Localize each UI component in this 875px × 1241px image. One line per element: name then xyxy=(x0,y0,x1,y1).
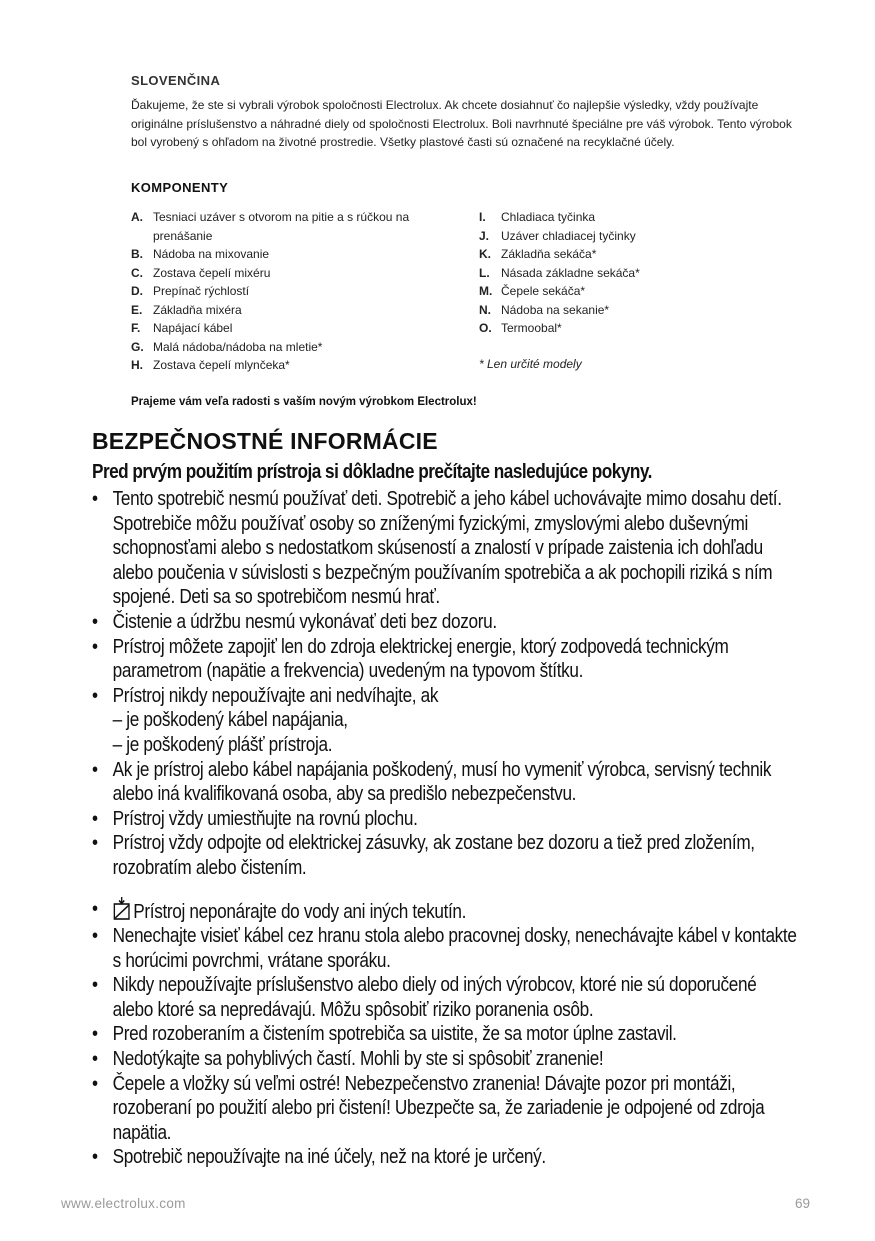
component-item xyxy=(131,319,451,338)
component-text: Uzáver chladiacej tyčinky xyxy=(501,228,636,243)
safety-item: • Pred rozoberaním a čistením spotrebiča sa uistite, že sa motor úplne zastavil. xyxy=(92,1022,797,1047)
closing-text: Prajeme vám veľa radosti s vaším novým výrobkom Electrolux! xyxy=(131,396,477,408)
water-item-text: Prístroj neponárajte do vody ani iných tekutín. xyxy=(133,900,467,923)
damage-sub-cable: – je poškodený kábel napájania, xyxy=(112,709,348,732)
safety-item: • Tento spotrebič nesmú používať deti. Spotrebič a jeho kábel uchovávajte mimo dosahu detí. Spotrebiče môžu používať osoby so zníženými fyzickými, zmyslovými alebo duševnými schopnosťami alebo s nedostatkom skúseností a znalostí v prípade zaistenia ich dohľadu alebo poučenia v súvislosti s bezpečným používaním spotrebiča a ak pochopili riziká s ním spojené. Deti sa so spotrebičom nesmú hrať. xyxy=(92,487,797,610)
component-text: Násada základne sekáča* xyxy=(501,265,640,280)
component-item xyxy=(131,301,451,320)
component-text: Prepínač rýchlostí xyxy=(153,284,250,298)
safety-heading: BEZPEČNOSTNÉ INFORMÁCIE xyxy=(92,428,438,454)
component-item xyxy=(131,356,451,375)
component-key: H. xyxy=(131,358,143,372)
component-key: L. xyxy=(479,265,490,280)
component-key: A. xyxy=(131,210,143,224)
component-key: B. xyxy=(131,247,143,261)
component-key: E. xyxy=(131,302,143,317)
component-key: F. xyxy=(131,321,141,335)
safety-item: • Nedotýkajte sa pohyblivých častí. Mohli by ste si spôsobiť zranenie! xyxy=(92,1047,797,1072)
damage-main: • Prístroj nikdy nepoužívajte ani nedvíhajte, ak xyxy=(112,684,439,707)
damage-sub-housing: – je poškodený plášť prístroja. xyxy=(112,733,333,756)
no-immersion-icon xyxy=(113,897,132,921)
footer-url[interactable]: www.electrolux.com xyxy=(61,1196,186,1211)
component-item xyxy=(479,227,799,246)
component-text: Čepele sekáča* xyxy=(501,284,586,298)
component-item xyxy=(131,338,451,357)
models-note: * Len určité modely xyxy=(479,356,582,371)
safety-item: • Prístroj vždy umiestňujte na rovnú plochu. xyxy=(92,807,797,832)
component-text: Napájací kábel xyxy=(153,321,233,335)
safety-item: • Čepele a vložky sú veľmi ostré! Nebezpečenstvo zranenia! Dávajte pozor pri montáži, rozoberaní po použití alebo pri čistení! Ubezpečte sa, že zariadenie je odpojené od zdroja napätia. xyxy=(92,1072,797,1146)
component-key: D. xyxy=(131,284,143,298)
component-item xyxy=(479,319,799,338)
component-item xyxy=(479,264,799,283)
component-text: Zostava čepelí mixéru xyxy=(153,265,271,280)
component-text: Malá nádoba/nádoba na mletie* xyxy=(153,339,323,354)
components-list-left xyxy=(131,208,451,375)
component-item xyxy=(479,208,799,227)
page-number: 69 xyxy=(795,1196,811,1211)
component-key: O. xyxy=(479,321,492,335)
safety-item: • Spotrebič nepoužívajte na iné účely, než na ktoré je určený. xyxy=(92,1145,797,1170)
component-key: I. xyxy=(479,210,486,224)
component-text: Nádoba na mixovanie xyxy=(153,247,270,261)
safety-subheading: Pred prvým použitím prístroja si dôkladne prečítajte nasledujúce pokyny. xyxy=(92,461,652,483)
component-text: Nádoba na sekanie* xyxy=(501,302,610,317)
component-text: Zostava čepelí mlynčeka* xyxy=(153,358,290,372)
safety-item: • Nikdy nepoužívajte príslušenstvo alebo diely od iných výrobcov, ktoré nie sú doporučené alebo ktoré sa nepredávajú. Môžu spôsobiť riziko poranenia osôb. xyxy=(92,973,797,1022)
safety-list xyxy=(92,487,797,1170)
safety-item: • Prístroj vždy odpojte od elektrickej zásuvky, ak zostane bez dozoru a tiež pred zložením, rozobratím alebo čistením. xyxy=(92,831,797,880)
component-item xyxy=(131,282,451,301)
safety-item: • Prístroj môžete zapojiť len do zdroja elektrickej energie, ktorý zodpovedá technickým parametrom (napätie a frekvencia) uvedeným na typovom štítku. xyxy=(92,635,797,684)
component-text: Základňa mixéra xyxy=(153,302,242,317)
component-item xyxy=(131,208,451,245)
component-key: N. xyxy=(479,302,491,317)
language-heading: SLOVENČINA xyxy=(131,73,221,88)
components-heading: KOMPONENTY xyxy=(131,180,229,195)
component-key: K. xyxy=(479,247,491,261)
safety-item-damage xyxy=(92,684,797,758)
safety-item: • Čistenie a údržbu nesmú vykonávať deti bez dozoru. xyxy=(92,610,797,635)
component-text: Základňa sekáča* xyxy=(501,247,597,261)
safety-item: • Ak je prístroj alebo kábel napájania poškodený, musí ho vymeniť výrobca, servisný technik alebo iná kvalifikovaná osoba, aby sa predišlo nebezpečenstvu. xyxy=(92,758,797,807)
component-item xyxy=(479,301,799,320)
component-text: Tesniaci uzáver s otvorom na pitie a s rúčkou na prenášanie xyxy=(153,210,410,243)
components-list-right xyxy=(479,208,799,373)
safety-item: • Nenechajte visieť kábel cez hranu stola alebo pracovnej dosky, nenechávajte kábel v kontakte s horúcimi povrchmi, vrátane sporáku. xyxy=(92,924,797,973)
component-item xyxy=(479,245,799,264)
safety-item-water xyxy=(92,897,797,925)
component-key: M. xyxy=(479,284,493,298)
intro-paragraph: Ďakujeme, že ste si vybrali výrobok spoločnosti Electrolux. Ak chcete dosiahnuť čo najlepšie výsledky, vždy používajte originálne príslušenstvo a náhradné diely od spoločnosti Electrolux. Boli navrhnuté špeciálne pre váš výrobok. Tento výrobok bol vyrobený s ohľadom na životné prostredie. Všetky plastové časti sú označené na recyklačné účely. xyxy=(131,98,792,149)
component-text: Termoobal* xyxy=(501,321,562,335)
component-key: C. xyxy=(131,265,143,280)
component-key: G. xyxy=(131,339,144,354)
component-key: J. xyxy=(479,228,490,243)
component-text: Chladiaca tyčinka xyxy=(501,210,596,224)
component-item xyxy=(131,245,451,264)
component-item xyxy=(479,282,799,301)
component-item xyxy=(131,264,451,283)
